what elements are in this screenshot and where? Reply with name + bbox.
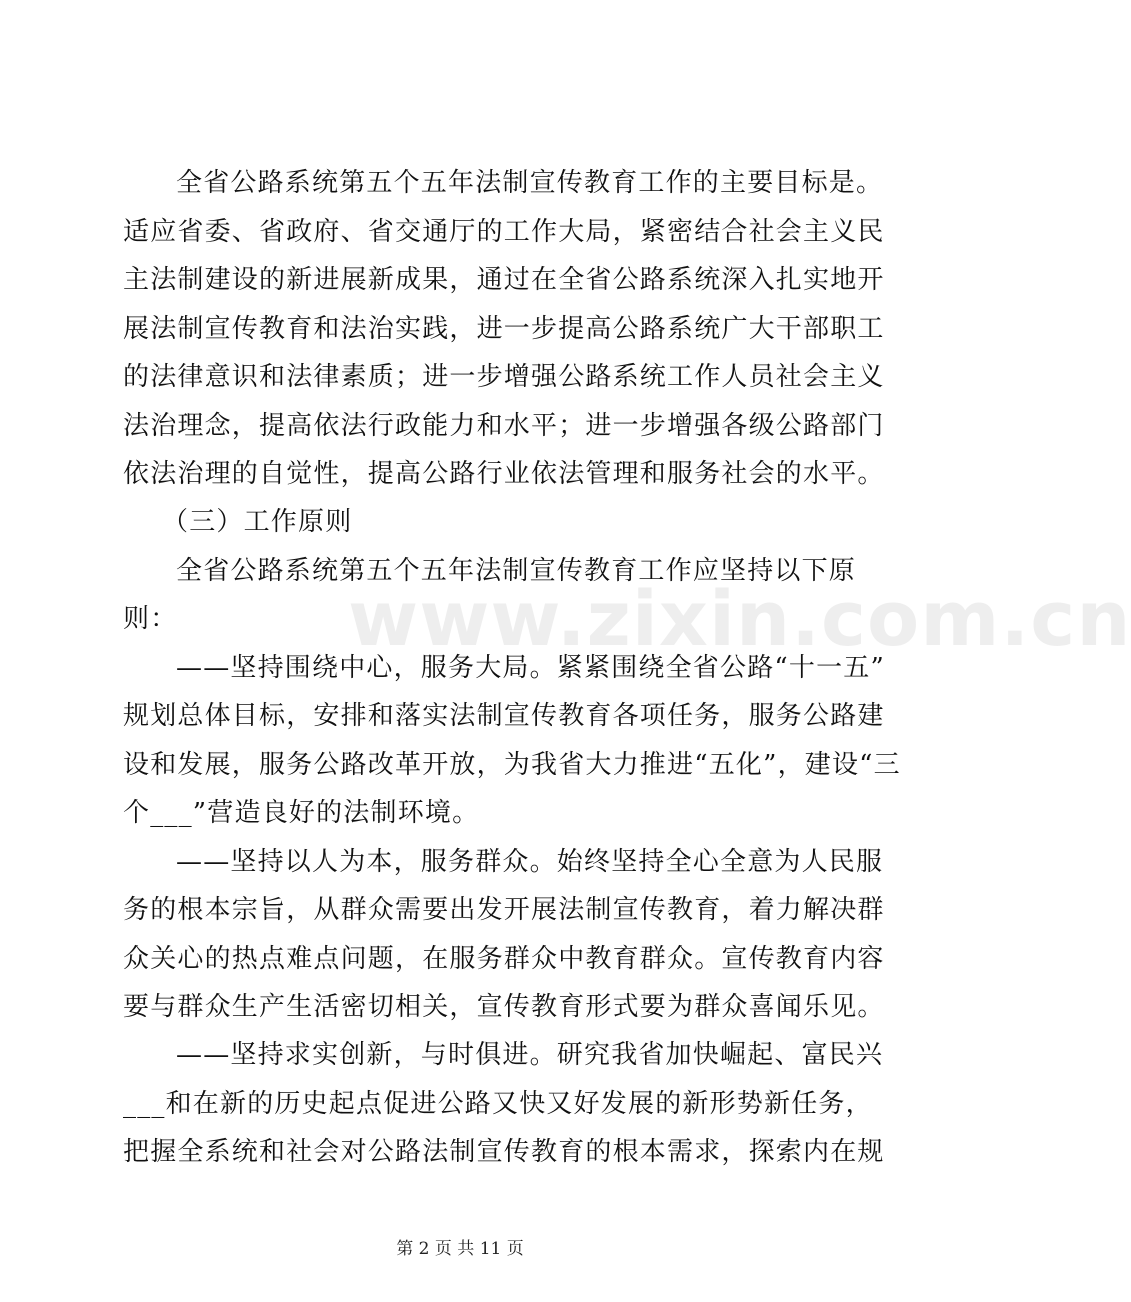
paragraph-line: 务的根本宗旨，从群众需要出发开展法制宣传教育，着力解决群 xyxy=(123,895,885,925)
paragraph-line: 设和发展，服务公路改革开放，为我省大力推进“五化”，建设“三 xyxy=(123,750,901,780)
paragraph-line: 的法律意识和法律素质；进一步增强公路系统工作人员社会主义 xyxy=(123,362,885,392)
page-number-footer: 第 2 页 共 11 页 xyxy=(396,1239,524,1259)
paragraph-line: 则： xyxy=(123,604,178,634)
paragraph-line: 把握全系统和社会对公路法制宣传教育的根本需求，探索内在规 xyxy=(123,1137,885,1167)
paragraph-line: ——坚持围绕中心，服务大局。紧紧围绕全省公路“十一五” xyxy=(176,653,885,683)
paragraph-line: 全省公路系统第五个五年法制宣传教育工作的主要目标是。 xyxy=(176,168,884,198)
section-heading: （三）工作原则 xyxy=(162,507,353,537)
paragraph-line: 规划总体目标，安排和落实法制宣传教育各项任务，服务公路建 xyxy=(123,701,885,731)
paragraph-line: 众关心的热点难点问题，在服务群众中教育群众。宣传教育内容 xyxy=(123,944,885,974)
paragraph-line: 要与群众生产生活密切相关，宣传教育形式要为群众喜闻乐见。 xyxy=(123,992,885,1022)
paragraph-line: ——坚持以人为本，服务群众。始终坚持全心全意为人民服 xyxy=(176,847,884,877)
paragraph-line: 适应省委、省政府、省交通厅的工作大局，紧密结合社会主义民 xyxy=(123,217,885,247)
paragraph-line: ___和在新的历史起点促进公路又快又好发展的新形势新任务， xyxy=(123,1089,873,1119)
paragraph-line: 展法制宣传教育和法治实践，进一步提高公路系统广大干部职工 xyxy=(123,314,885,344)
paragraph-line: 依法治理的自觉性，提高公路行业依法管理和服务社会的水平。 xyxy=(123,459,885,489)
paragraph-line: 主法制建设的新进展新成果，通过在全省公路系统深入扎实地开 xyxy=(123,265,885,295)
paragraph-line: 全省公路系统第五个五年法制宣传教育工作应坚持以下原 xyxy=(176,556,857,586)
paragraph-line: ——坚持求实创新，与时俱进。研究我省加快崛起、富民兴 xyxy=(176,1040,884,1070)
paragraph-line: 法治理念，提高依法行政能力和水平；进一步增强各级公路部门 xyxy=(123,411,885,441)
paragraph-line: 个___”营造良好的法制环境。 xyxy=(123,798,480,828)
watermark: www.zixin.com.cn xyxy=(348,574,1131,663)
